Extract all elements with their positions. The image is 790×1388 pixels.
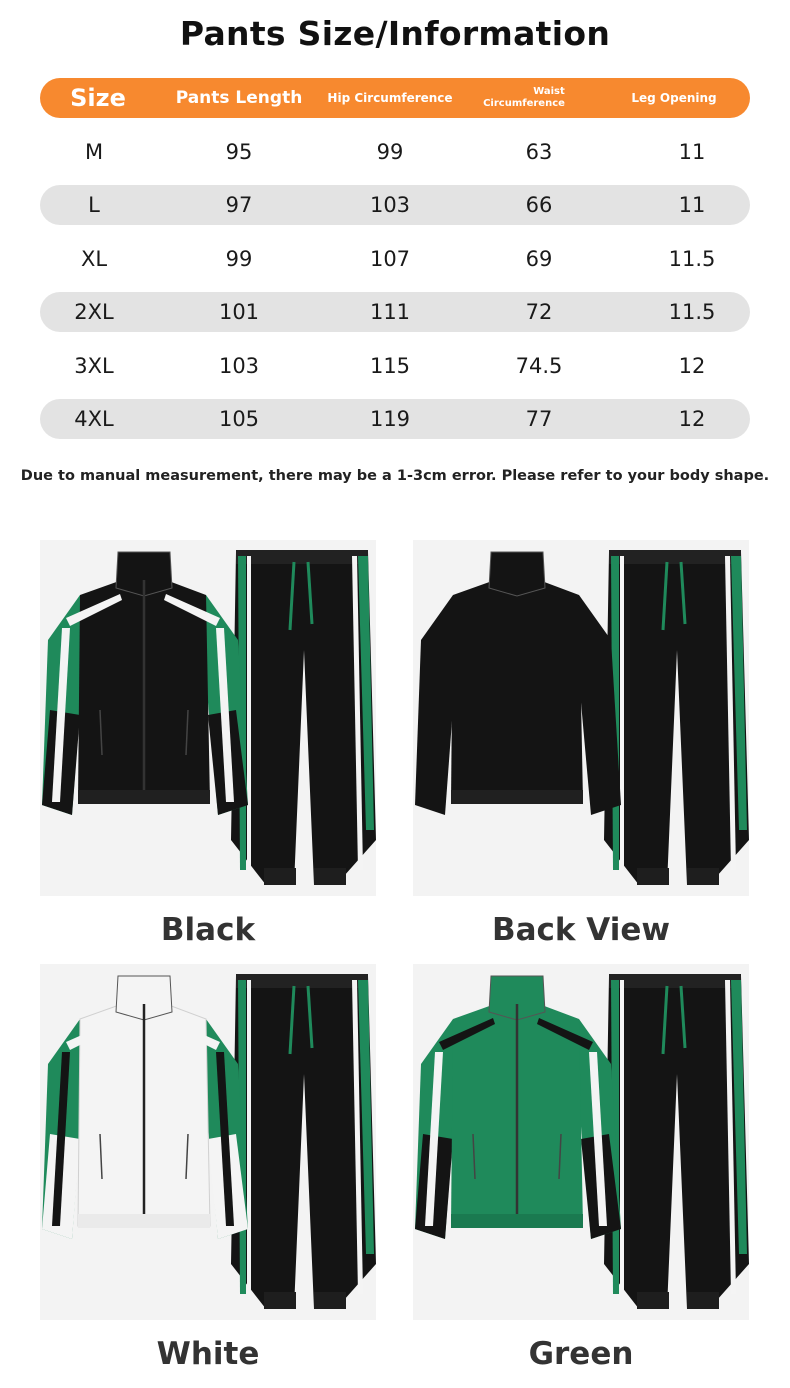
table-row (40, 185, 750, 225)
cell-size: 2XL (74, 300, 114, 324)
cell-hip: 111 (369, 300, 411, 324)
caption-white: White (156, 1336, 260, 1372)
product-photo-green (413, 964, 749, 1320)
caption-black: Black (160, 912, 256, 948)
pants-waistband (236, 974, 368, 988)
product-photo-white (40, 964, 376, 1320)
pants-stripe-left-white (620, 980, 624, 1294)
header-waist-line1: Waist (533, 86, 565, 97)
pants-cuff (687, 1292, 719, 1309)
cell-size: 3XL (74, 354, 114, 378)
jacket-hem (78, 790, 210, 804)
cell-size: 4XL (74, 407, 114, 431)
cell-waist: 74.5 (515, 354, 563, 378)
header-waist-line2: Circumference (483, 98, 565, 109)
cell-pants-length: 95 (225, 140, 253, 164)
table-row (40, 399, 750, 439)
caption-green: Green (528, 1336, 634, 1372)
pants-cuff (264, 1292, 296, 1309)
table-row (40, 239, 750, 279)
pants-cuff (637, 1292, 669, 1309)
table-row (40, 132, 750, 172)
cell-hip: 99 (376, 140, 404, 164)
pants-cuff (314, 1292, 346, 1309)
table-row (40, 346, 750, 386)
pants-stripe-left-white (247, 556, 251, 870)
cell-waist: 72 (525, 300, 553, 324)
jacket-hem (78, 1214, 210, 1228)
jacket-collar (489, 552, 545, 596)
product-photo-back-view (413, 540, 749, 896)
pants-stripe-left-white (620, 556, 624, 870)
cell-hip: 103 (369, 193, 411, 217)
cell-pants-length: 105 (218, 407, 260, 431)
cell-hip: 119 (369, 407, 411, 431)
cell-pants-length: 103 (218, 354, 260, 378)
cell-leg-opening: 11.5 (668, 247, 716, 271)
header-hip-circumference: Hip Circumference (327, 91, 453, 105)
pants-cuff (264, 868, 296, 885)
product-photo-black (40, 540, 376, 896)
jacket-hem (451, 1214, 583, 1228)
pants-waistband (609, 974, 741, 988)
cell-waist: 66 (525, 193, 553, 217)
pants-stripe-left-white (247, 980, 251, 1294)
header-pants-length: Pants Length (175, 88, 303, 108)
cell-pants-length: 101 (218, 300, 260, 324)
pants-cuff (637, 868, 669, 885)
jacket-left-sleeve (415, 595, 455, 815)
measurement-note: Due to manual measurement, there may be a 1-3cm error. Please refer to your body shape. (20, 468, 770, 484)
caption-back-view: Back View (491, 912, 671, 948)
cell-waist: 63 (525, 140, 553, 164)
cell-waist: 77 (525, 407, 553, 431)
cell-hip: 107 (369, 247, 411, 271)
page-title: Pants Size/Information (179, 14, 611, 53)
jacket-hem (451, 790, 583, 804)
pants-waistband (236, 550, 368, 564)
header-waist-circumference (483, 78, 565, 118)
cell-leg-opening: 12 (678, 354, 706, 378)
cell-leg-opening: 11 (678, 140, 706, 164)
header-size: Size (70, 84, 126, 112)
pants-cuff (687, 868, 719, 885)
size-table-header (40, 78, 750, 118)
header-leg-opening: Leg Opening (631, 91, 717, 105)
table-row (40, 292, 750, 332)
cell-size: M (84, 140, 104, 164)
jacket-body (451, 580, 583, 802)
cell-pants-length: 97 (225, 193, 253, 217)
pants-waistband (609, 550, 741, 564)
cell-leg-opening: 11 (678, 193, 706, 217)
cell-size: L (88, 193, 100, 217)
cell-pants-length: 99 (225, 247, 253, 271)
cell-size: XL (80, 247, 108, 271)
cell-waist: 69 (525, 247, 553, 271)
cell-hip: 115 (369, 354, 411, 378)
pants-cuff (314, 868, 346, 885)
cell-leg-opening: 11.5 (668, 300, 716, 324)
cell-leg-opening: 12 (678, 407, 706, 431)
